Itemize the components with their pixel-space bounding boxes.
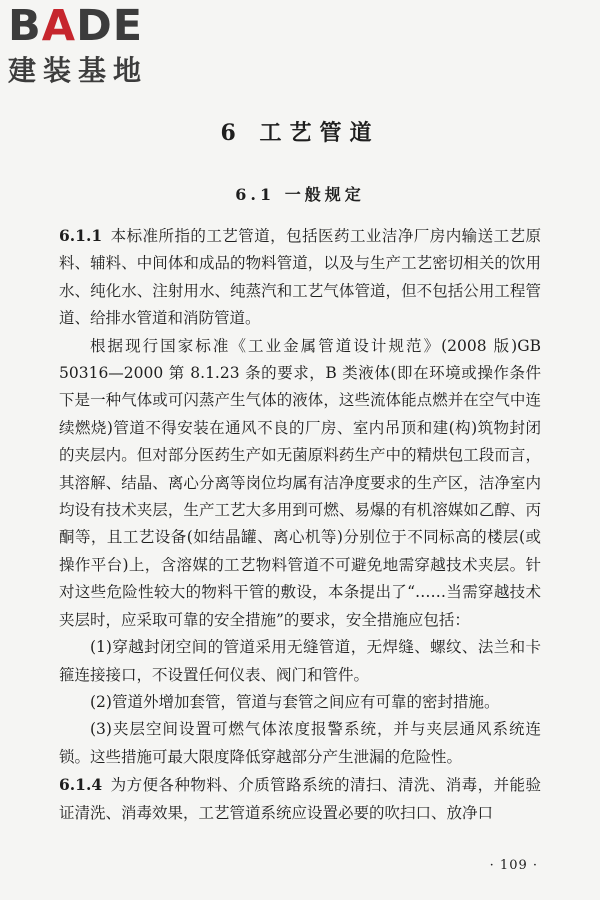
measure-item: (1)穿越封闭空间的管道采用无缝管道，无焊缝、螺纹、法兰和卡箍连接接口，不设置任何仪表、阀门和管件。 [59,638,541,684]
page-number: · 109 · [489,858,538,873]
logo-subtitle: 建装基地 [8,54,149,87]
explanation-paragraph: 根据现行国家标准《工业金属管道设计规范》(2008 版)GB 50316—2000 第 8.1.23 条的要求，B 类液体(即在环境或操作条件下是一种气体或可闪蒸产生气体的液体，这些流体能点燃并在空气中连续燃烧)管道不得安装在通风不良的厂房、室内吊顶和建(构)筑物封闭的夹层内。但对部分医药生产如无菌原料药生产中的精烘包工段而言，其溶解、结晶、离心分离等岗位均属有洁净度要求的生产区，洁净室内均设有技术夹层，生产工艺大多用到可燃、易爆的有机溶媒如乙醇、丙酮等，且工艺设备(如结晶罐、离心机等)分别位于不同标高的楼层(或操作平台)上，含溶媒的工艺物料管道不可避免地需穿越技术夹层。针对这些危险性较大的物料干管的敷设，本条提出了“……当需穿越技术夹层时，应采取可靠的安全措施”的要求，安全措施应包括： [59,336,541,629]
clause-number: 6.1.1 [59,226,103,245]
chapter-title: 6 工艺管道 [220,120,380,146]
body-text [59,222,541,827]
logo-letters-de: DE [76,1,144,51]
measure-item: (3)夹层空间设置可燃气体浓度报警系统，并与夹层通风系统连锁。这些措施可最大限度降低穿越部分产生泄漏的危险性。 [59,720,541,766]
clause-paragraph [59,222,541,333]
clause-text: 本标准所指的工艺管道，包括医药工业洁净厂房内输送工艺原料、辅料、中间体和成品的物料管道，以及与生产工艺密切相关的饮用水、纯化水、注射用水、纯蒸汽和工艺气体管道，但不包括公用工程管道、给排水管道和消防管道。 [59,227,541,328]
logo-wordmark [8,1,183,51]
logo-letter-b: B [8,1,42,51]
clause-text: 为方便各种物料、介质管路系统的清扫、清洗、消毒，并能验证清洗、消毒效果，工艺管道系统应设置必要的吹扫口、放净口 [59,776,541,822]
measure-item: (2)管道外增加套管，管道与套管之间应有可靠的密封措施。 [90,692,500,711]
logo-letter-a: A [41,1,77,51]
clause-paragraph [59,771,541,827]
section-title: 6.1 一般规定 [235,185,365,204]
clause-number: 6.1.4 [59,775,103,795]
bade-logo [8,1,183,88]
